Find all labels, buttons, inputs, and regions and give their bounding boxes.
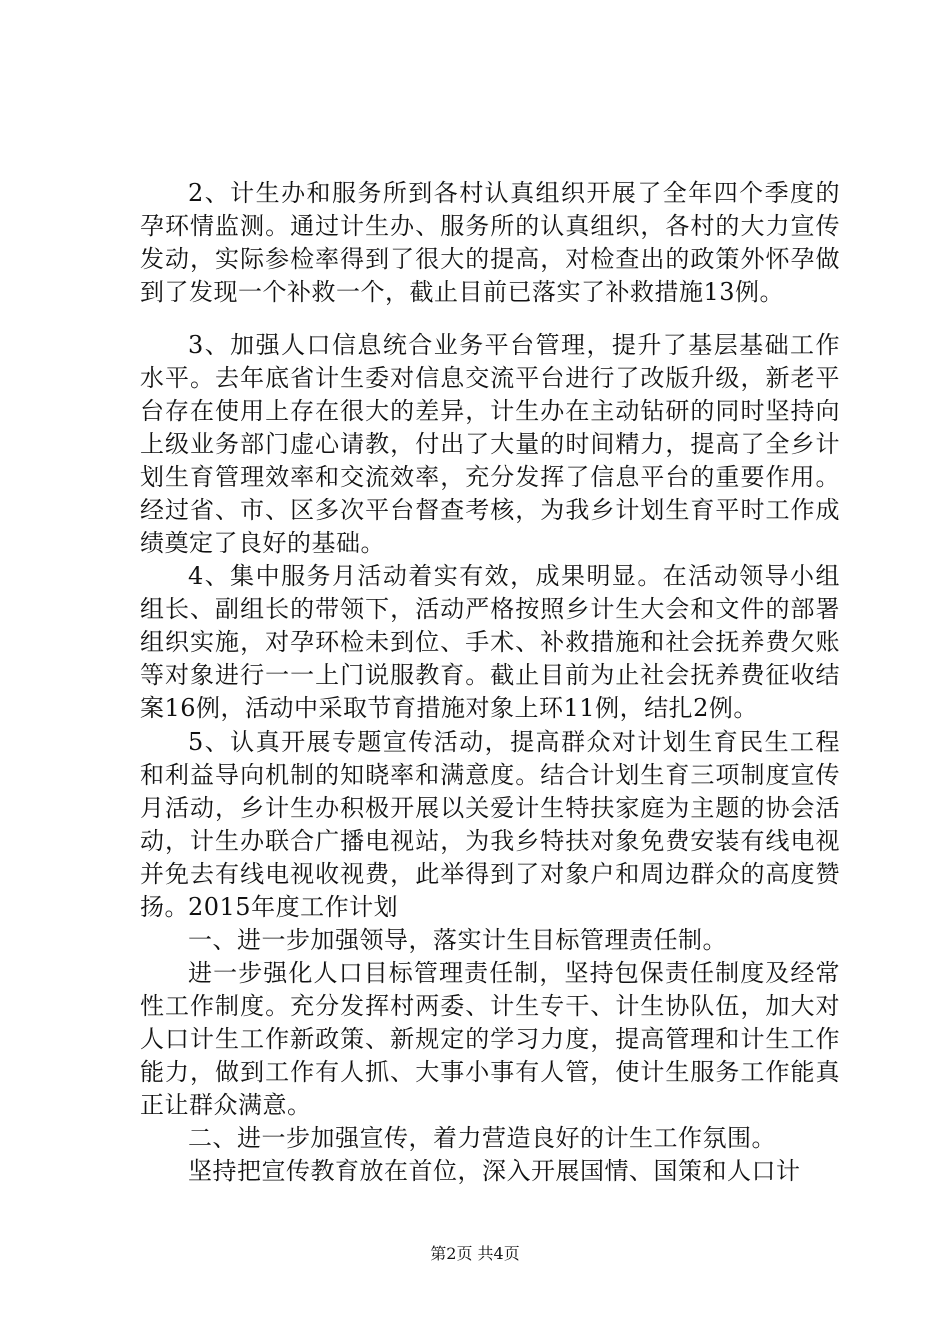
section-body-1: 进一步强化人口目标管理责任制，坚持包保责任制度及经常性工作制度。充分发挥村两委、计生专干、计生协队伍，加大对人口计生工作新政策、新规定的学习力度，提高管理和计生工作能力，做到工作有人抓、大事小事有人管，使计生服务工作能真正让群众满意。 — [140, 959, 840, 1119]
paragraph-4: 4、集中服务月活动着实有效，成果明显。在活动领导小组组长、副组长的带领下，活动严格按照乡计生大会和文件的部署组织实施，对孕环检未到位、手术、补救措施和社会抚养费欠账等对象进行一一上门说服教育。截止目前为止社会抚养费征收结案16例，活动中采取节育措施对象上环11例，结扎2例。 — [140, 562, 840, 722]
section-heading-1: 一、进一步加强领导，落实计生目标管理责任制。 — [188, 926, 727, 954]
plan-title: 2015年度工作计划 — [188, 893, 399, 921]
section-heading-2: 二、进一步加强宣传，着力营造良好的计生工作氛围。 — [188, 1124, 776, 1152]
paragraph-5: 5、认真开展专题宣传活动，提高群众对计划生育民生工程和利益导向机制的知晓率和满意度。结合计划生育三项制度宣传月活动，乡计生办积极开展以关爱计生特扶家庭为主题的协会活动，计生办联合广播电视站，为我乡特扶对象免费安装有线电视并免去有线电视收视费，此举得到了对象户和周边群众的高度赞扬。 — [140, 728, 840, 921]
paragraph-3: 3、加强人口信息统合业务平台管理，提升了基层基础工作水平。去年底省计生委对信息交流平台进行了改版升级，新老平台存在使用上存在很大的差异，计生办在主动钻研的同时坚持向上级业务部门虚心请教，付出了大量的时间精力，提高了全乡计划生育管理效率和交流效率，充分发挥了信息平台的重要作用。经过省、市、区多次平台督查考核，为我乡计划生育平时工作成绩奠定了良好的基础。 — [140, 331, 840, 557]
paragraph-2: 2、计生办和服务所到各村认真组织开展了全年四个季度的孕环情监测。通过计生办、服务所的认真组织，各村的大力宣传发动，实际参检率得到了很大的提高，对检查出的政策外怀孕做到了发现一个补救一个，截止目前已落实了补救措施13例。 — [140, 179, 840, 306]
page-footer: 第2页 共4页 — [430, 1244, 520, 1263]
section-body-2: 坚持把宣传教育放在首位，深入开展国情、国策和人口计 — [188, 1157, 801, 1185]
